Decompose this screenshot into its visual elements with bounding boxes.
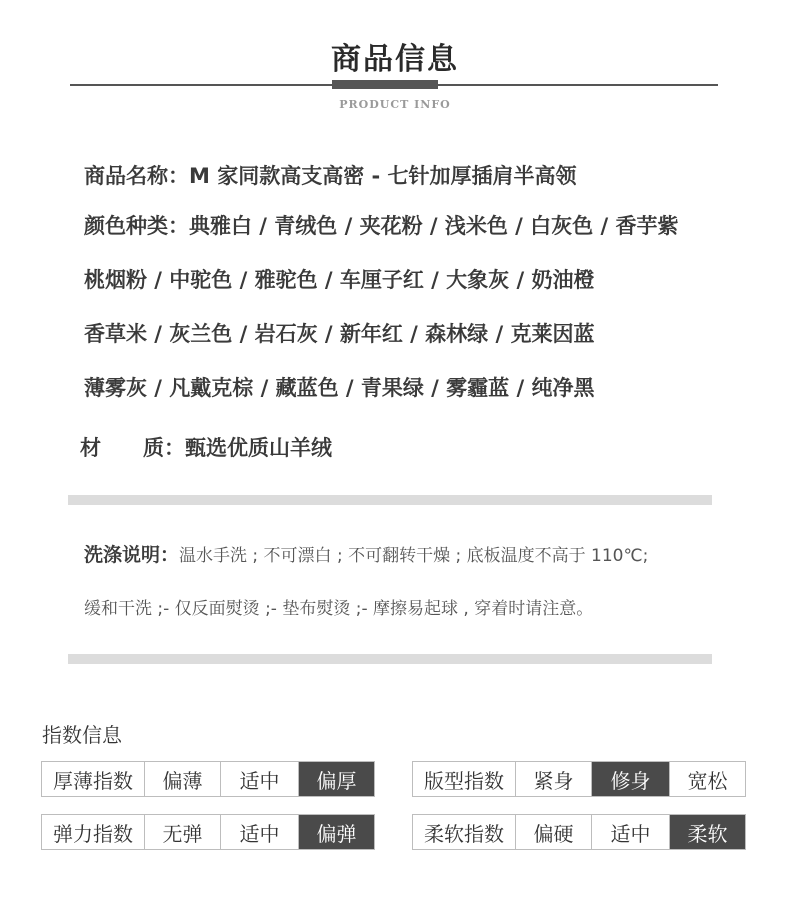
page-title: 商品信息 (331, 42, 459, 77)
product-name: 商品名称：M 家同款高支高密 - 七针加厚插肩半高领 (84, 164, 577, 188)
index-option-selected: 柔软 (669, 815, 745, 849)
index-option: 适中 (220, 815, 298, 849)
index-label: 弹力指数 (53, 821, 133, 846)
index-option: 适中 (220, 762, 298, 796)
index-option: 无弹 (144, 815, 220, 849)
section-separator-bottom (68, 654, 712, 664)
wash-text-1: 温水手洗 ; 不可漂白 ; 不可翻转干燥 ; 底板温度不高于 110℃; (179, 546, 649, 566)
color-list-line-3: 香草米 / 灰兰色 / 岩石灰 / 新年红 / 森林绿 / 克莱因蓝 (84, 322, 595, 346)
page-subtitle: PRODUCT INFO (339, 98, 451, 111)
index-option-selected: 修身 (591, 762, 669, 796)
color-list-line-1: 颜色种类：典雅白 / 青绒色 / 夹花粉 / 浅米色 / 白灰色 / 香芋紫 (84, 214, 679, 238)
color-list-line-4: 薄雾灰 / 凡戴克棕 / 藏蓝色 / 青果绿 / 雾霾蓝 / 纯净黑 (84, 376, 595, 400)
material-line (80, 432, 332, 462)
index-row-elasticity (41, 814, 375, 850)
index-label: 厚薄指数 (53, 768, 133, 793)
index-label: 版型指数 (424, 768, 504, 793)
index-option-selected: 偏厚 (298, 762, 374, 796)
wash-instructions-line-2: 缓和干洗 ;- 仅反面熨烫 ;- 垫布熨烫 ;- 摩擦易起球 , 穿着时请注意。 (84, 599, 594, 619)
index-option: 紧身 (515, 762, 591, 796)
index-option: 偏硬 (515, 815, 591, 849)
index-option-selected: 偏弹 (298, 815, 374, 849)
wash-instructions-line-1 (84, 540, 648, 567)
index-option: 宽松 (669, 762, 745, 796)
section-separator-top (68, 495, 712, 505)
index-row-fit (412, 761, 746, 797)
title-accent-bar (332, 80, 438, 89)
material-value: 甄选优质山羊绒 (185, 436, 332, 460)
color-list-line-2: 桃烟粉 / 中驼色 / 雅驼色 / 车厘子红 / 大象灰 / 奶油橙 (84, 268, 595, 292)
wash-label: 洗涤说明： (84, 544, 180, 566)
index-label: 柔软指数 (424, 821, 504, 846)
index-row-thickness (41, 761, 375, 797)
index-option: 适中 (591, 815, 669, 849)
index-option: 偏薄 (144, 762, 220, 796)
index-section-title: 指数信息 (42, 723, 122, 747)
index-row-softness (412, 814, 746, 850)
material-label: 材 质： (80, 436, 185, 460)
